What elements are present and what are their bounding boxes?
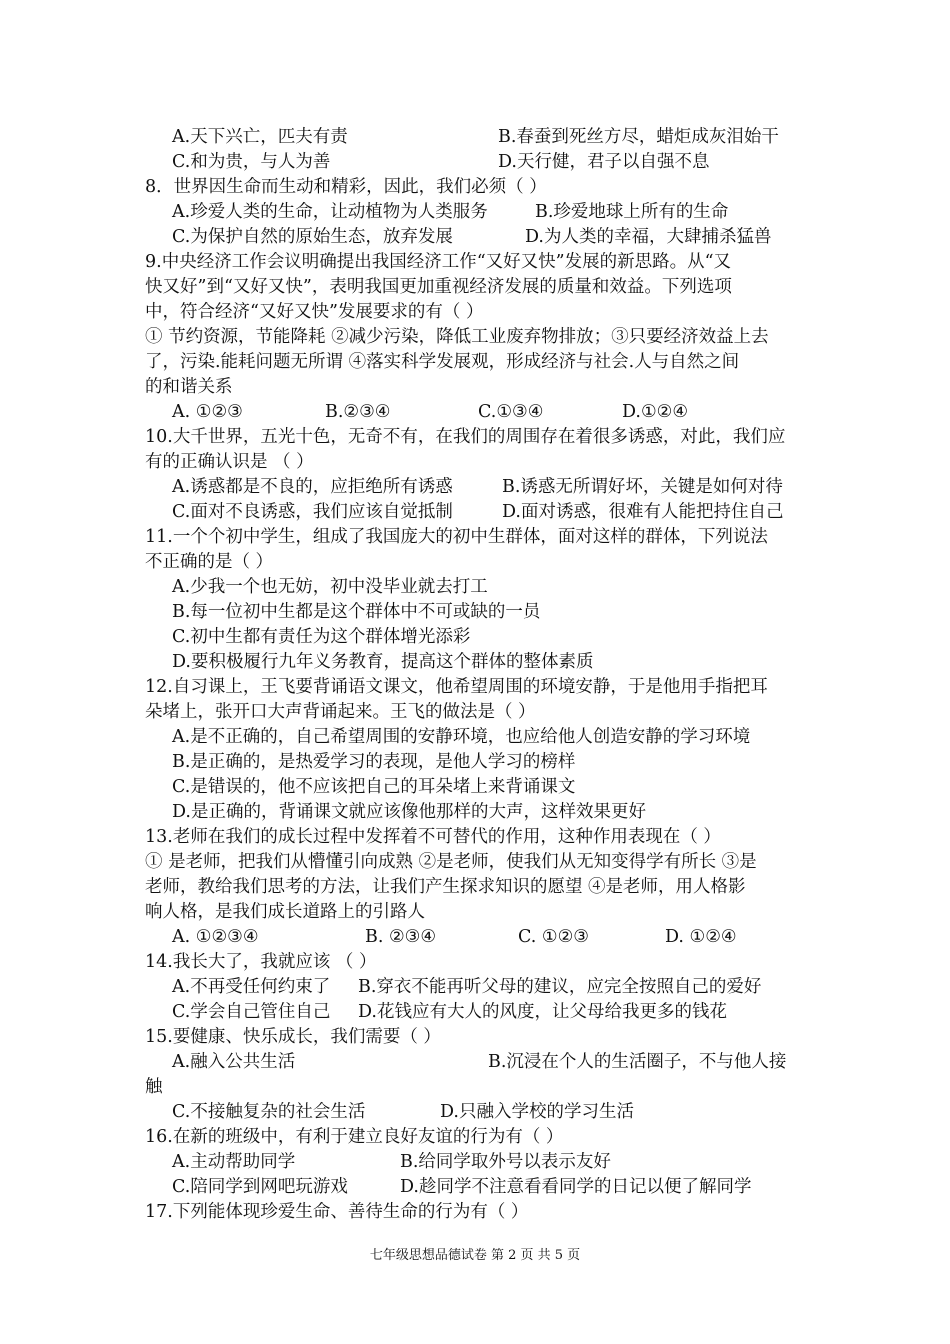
text-segment: D.是正确的，背诵课文就应该像他那样的大声，这样效果更好 [172, 802, 646, 822]
text-segment: B. ②③④ [365, 927, 437, 947]
text-segment: C.学会自己管住自己 [172, 1002, 331, 1022]
text-segment: A.主动帮助同学 [172, 1152, 296, 1172]
text-segment: 了，污染.能耗问题无所谓 ④落实科学发展观，形成经济与社会.人与自然之间 [145, 352, 740, 372]
text-segment: 有的正确认识是 （ ） [145, 452, 314, 472]
text-segment: B.诱惑无所谓好坏，关键是如何对待 [502, 477, 783, 497]
text-segment: D. ①②④ [665, 927, 737, 947]
text-segment: 的和谐关系 [145, 377, 233, 397]
text-segment: ① 是老师，把我们从懵懂引向成熟 ②是老师，使我们从无知变得学有所长 ③是 [145, 852, 757, 872]
text-segment: 老师，教给我们思考的方法，让我们产生探求知识的愿望 ④是老师，用人格影 [145, 877, 746, 897]
text-segment: C.是错误的，他不应该把自己的耳朵堵上来背诵课文 [172, 777, 576, 797]
text-segment: B.春蚕到死丝方尽，蜡炬成灰泪始干 [498, 127, 779, 147]
text-segment: A.诱惑都是不良的，应拒绝所有诱惑 [172, 477, 453, 497]
text-segment: A.不再受任何约束了 [172, 977, 331, 997]
text-segment: C.面对不良诱惑，我们应该自觉抵制 [172, 502, 453, 522]
text-segment: 朵堵上，张开口大声背诵起来。王飞的做法是（ ） [145, 702, 536, 722]
text-segment: C.和为贵，与人为善 [172, 152, 331, 172]
text-segment: D.只融入学校的学习生活 [440, 1102, 634, 1122]
text-segment: A.天下兴亡，匹夫有责 [172, 127, 348, 147]
text-segment: 16.在新的班级中，有利于建立良好友谊的行为有（ ） [145, 1127, 564, 1147]
text-segment: 响人格，是我们成长道路上的引路人 [145, 902, 425, 922]
text-segment: 14.我长大了，我就应该 （ ） [145, 952, 377, 972]
text-segment: B.②③④ [325, 402, 391, 422]
text-segment: ① 节约资源，节能降耗 ②减少污染，降低工业废弃物排放；③只要经济效益上去 [145, 327, 769, 347]
text-segment: C.①③④ [478, 402, 544, 422]
text-segment: 触 [145, 1077, 163, 1097]
text-segment: B.是正确的，是热爱学习的表现，是他人学习的榜样 [172, 752, 576, 772]
text-segment: C.为保护自然的原始生态，放弃发展 [172, 227, 453, 247]
text-segment: C.陪同学到网吧玩游戏 [172, 1177, 348, 1197]
text-segment: B.每一位初中生都是这个群体中不可或缺的一员 [172, 602, 541, 622]
page-footer: 七年级思想品德试卷 第 2 页 共 5 页 [369, 1248, 581, 1263]
text-segment: B.给同学取外号以表示友好 [400, 1152, 611, 1172]
text-segment: 中，符合经济“又好又快”发展要求的有（ ） [145, 302, 484, 322]
text-segment: 不正确的是（ ） [145, 552, 274, 572]
text-segment: C.初中生都有责任为这个群体增光添彩 [172, 627, 471, 647]
text-segment: 10.大千世界，五光十色，无奇不有，在我们的周围存在着很多诱惑，对此，我们应 [145, 427, 786, 447]
text-segment: 12.自习课上，王飞要背诵语文课文，他希望周围的环境安静，于是他用手指把耳 [145, 677, 768, 697]
text-segment: D.为人类的幸福，大肆捕杀猛兽 [525, 227, 772, 247]
text-segment: D.天行健，君子以自强不息 [498, 152, 710, 172]
text-segment: D.花钱应有大人的风度，让父母给我更多的钱花 [358, 1002, 727, 1022]
text-segment: A.珍爱人类的生命，让动植物为人类服务 [172, 202, 488, 222]
text-segment: 17.下列能体现珍爱生命、善待生命的行为有（ ） [145, 1202, 529, 1222]
text-segment: A.融入公共生活 [172, 1052, 296, 1072]
text-segment: 快又好”到“又好又快”，表明我国更加重视经济发展的质量和效益。下列选项 [145, 277, 732, 297]
text-segment: 15.要健康、快乐成长，我们需要（ ） [145, 1027, 441, 1047]
text-segment: B.珍爱地球上所有的生命 [535, 202, 729, 222]
text-segment: D.面对诱惑，很难有人能把持住自己 [502, 502, 784, 522]
text-segment: A. ①②③ [172, 402, 243, 422]
text-segment: B.穿衣不能再听父母的建议，应完全按照自己的爱好 [358, 977, 762, 997]
text-segment: 8．世界因生命而生动和精彩，因此，我们必须（ ） [145, 177, 547, 197]
text-segment: A.少我一个也无妨，初中没毕业就去打工 [172, 577, 488, 597]
text-segment: A. ①②③④ [172, 927, 259, 947]
text-segment: 13.老师在我们的成长过程中发挥着不可替代的作用，这种作用表现在（ ） [145, 827, 721, 847]
text-segment: D.趁同学不注意看看同学的日记以便了解同学 [400, 1177, 752, 1197]
text-segment: 11.一个个初中学生，组成了我国庞大的初中生群体，面对这样的群体，下列说法 [145, 527, 768, 547]
text-segment: D.①②④ [622, 402, 689, 422]
text-segment: 9.中央经济工作会议明确提出我国经济工作“又好又快”发展的新思路。从“又 [145, 252, 732, 272]
text-segment: B.沉浸在个人的生活圈子，不与他人接 [488, 1052, 787, 1072]
text-segment: C.不接触复杂的社会生活 [172, 1102, 366, 1122]
text-segment: D.要积极履行九年义务教育，提高这个群体的整体素质 [172, 652, 594, 672]
text-segment: A.是不正确的，自己希望周围的安静环境，也应给他人创造安静的学习环境 [172, 727, 751, 747]
text-segment: C. ①②③ [518, 927, 589, 947]
